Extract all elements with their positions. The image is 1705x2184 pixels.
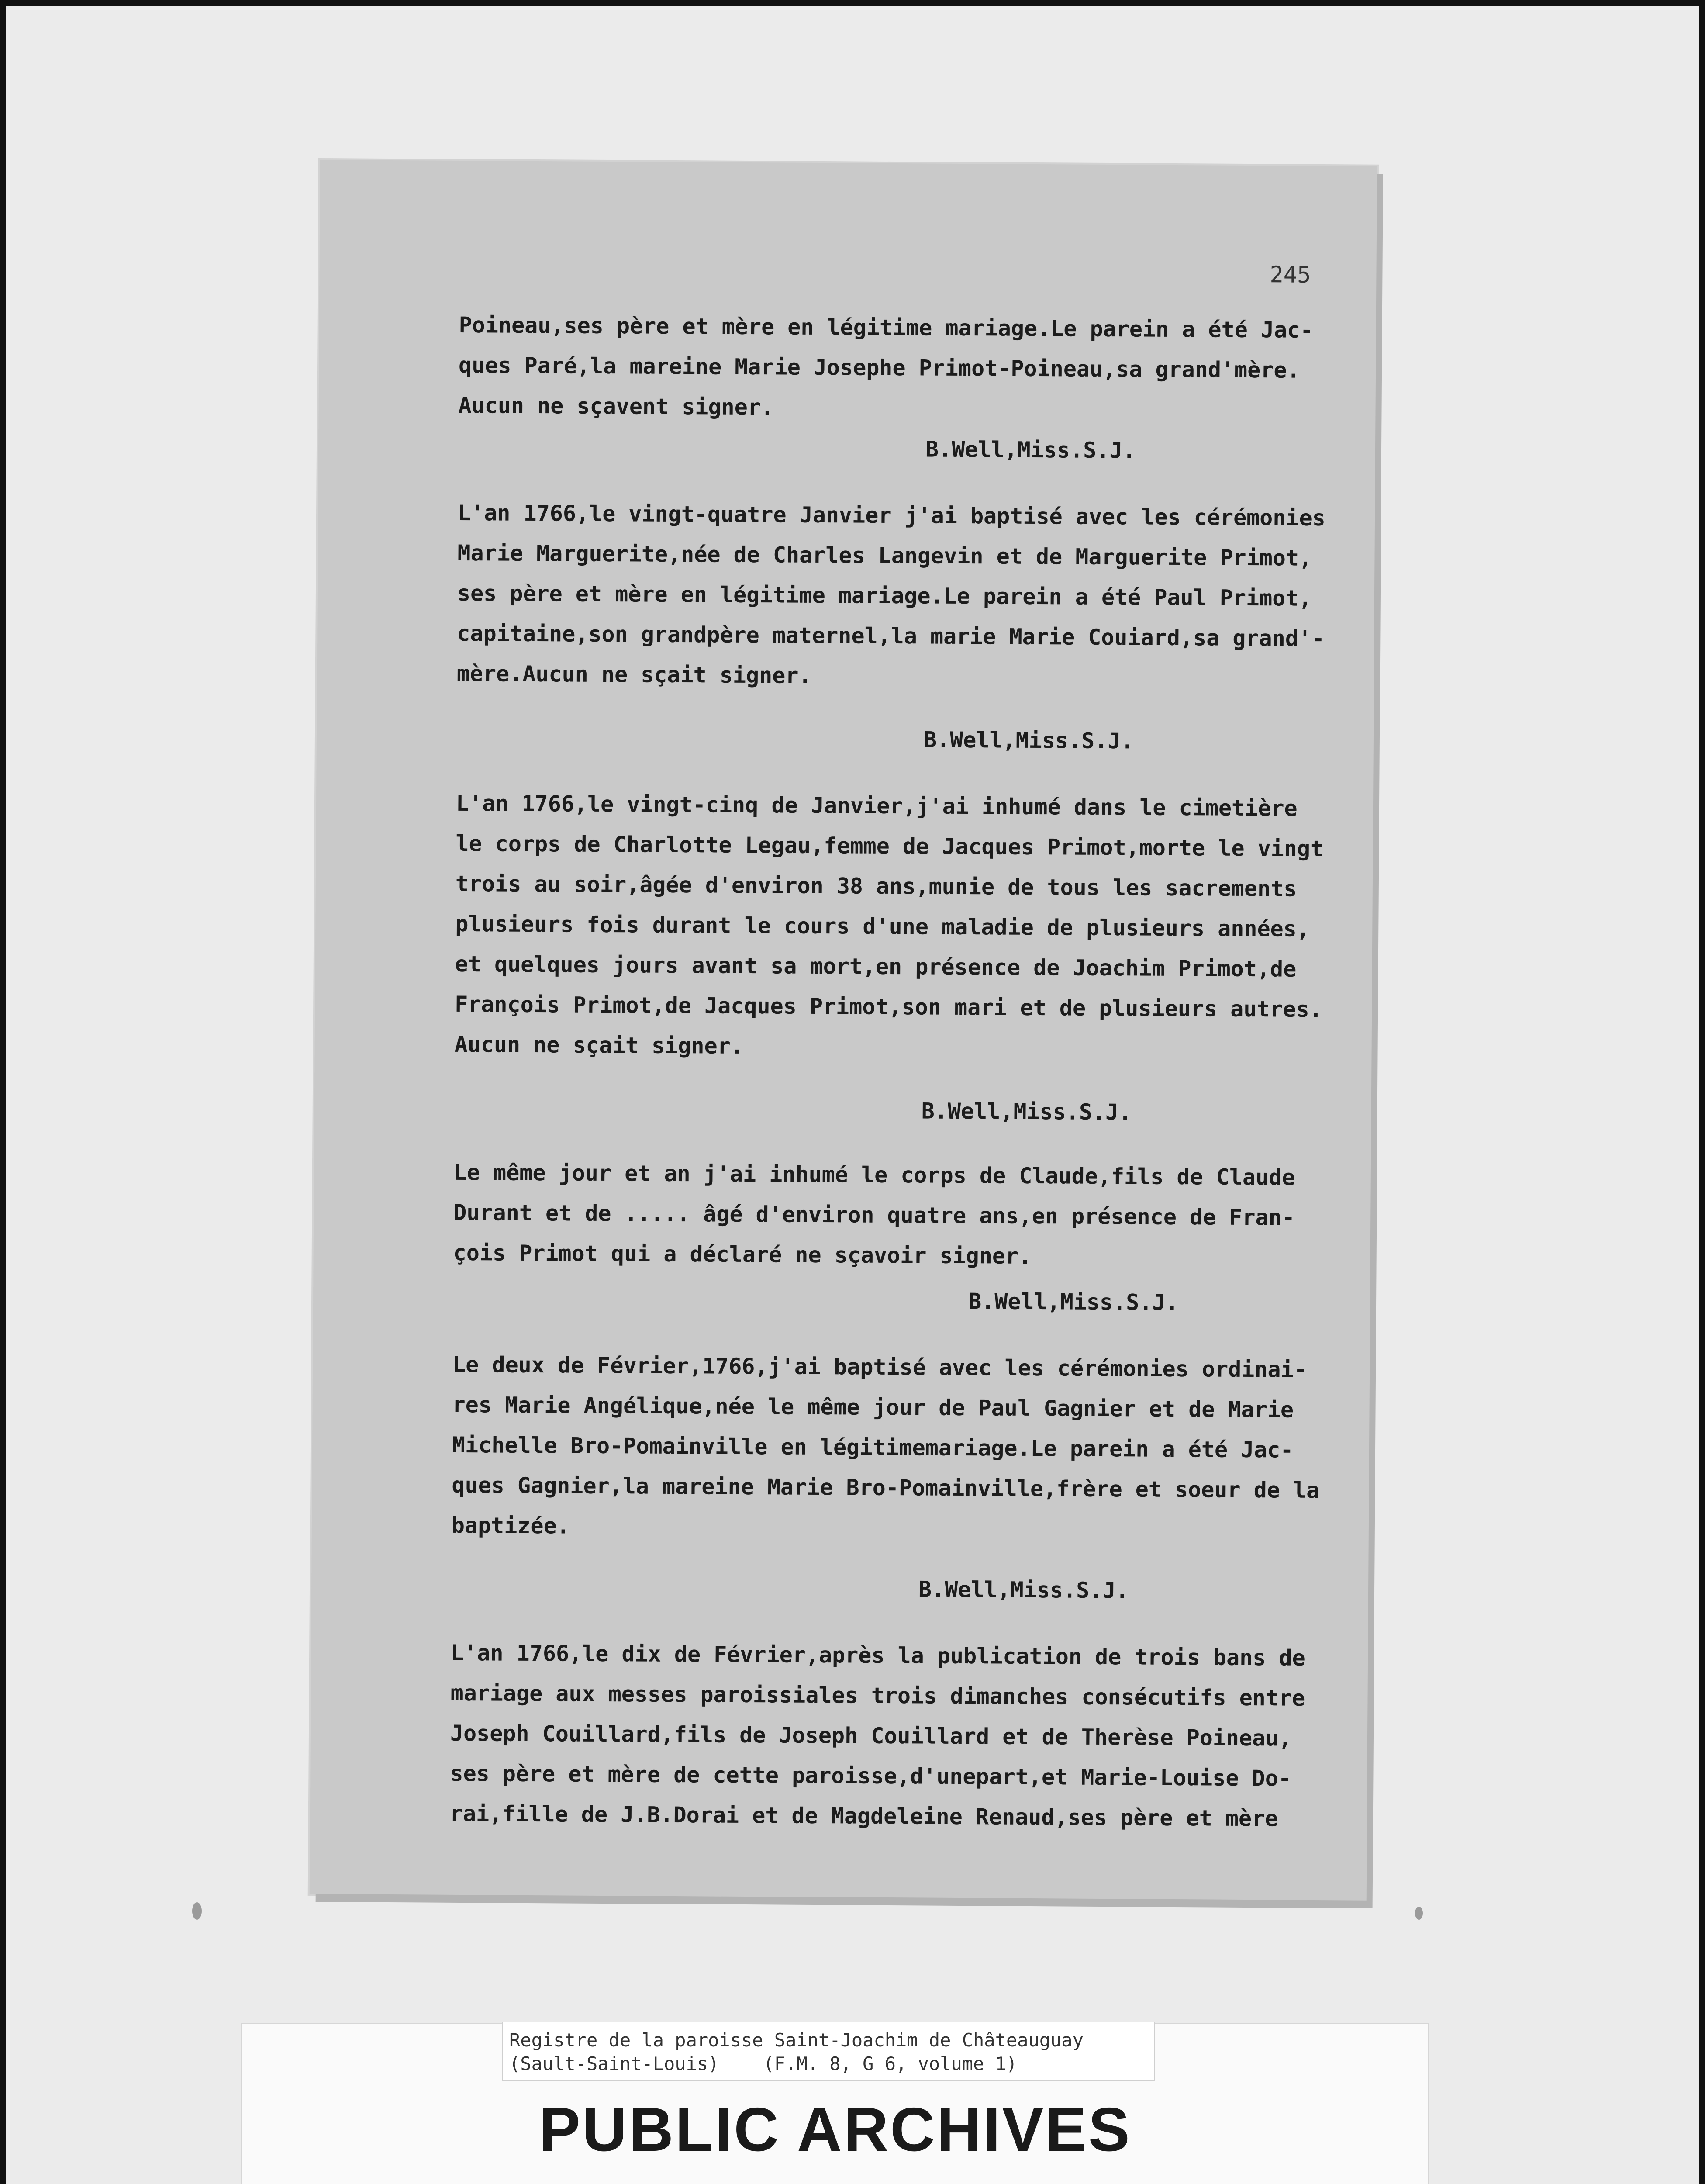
entry-line: Durant et de ..... âgé d'environ quatre ans,en présence de Fran- <box>453 1199 1295 1230</box>
entry-line: ses père et mère en légitime mariage.Le parein a été Paul Primot, <box>457 580 1312 611</box>
entry-line: plusieurs fois durant le cours d'une maladie de plusieurs années, <box>455 911 1310 942</box>
entry-line: Joseph Couillard,fils de Joseph Couillard et de Therèse Poineau, <box>450 1720 1292 1751</box>
entry-line: çois Primot qui a déclaré ne sçavoir signer. <box>453 1240 1032 1269</box>
entry-line: res Marie Angélique,née le même jour de Paul Gagnier et de Marie <box>452 1392 1294 1423</box>
register-entry <box>450 1633 1325 1839</box>
typed-register-page <box>310 160 1377 1901</box>
missionary-signature: B.Well,Miss.S.J. <box>968 1289 1179 1316</box>
entry-line: L'an 1766,le dix de Février,après la publication de trois bans de <box>450 1640 1305 1671</box>
entry-line: mariage aux messes paroissiales trois dimanches consécutifs entre <box>450 1680 1305 1711</box>
register-entry <box>454 783 1329 1070</box>
register-caption <box>502 2022 1155 2081</box>
missionary-signature: B.Well,Miss.S.J. <box>925 436 1136 463</box>
entry-line: L'an 1766,le vingt-cinq de Janvier,j'ai inhumé dans le cimetière <box>456 790 1298 821</box>
register-entry <box>453 1152 1327 1278</box>
entry-line: Michelle Bro-Pomainville en légitimemariage.Le parein a été Jac- <box>452 1432 1294 1463</box>
page-number: 245 <box>1270 262 1311 288</box>
entry-line: Poineau,ses père et mère en légitime mariage.Le parein a été Jac- <box>459 312 1314 343</box>
film-border-left <box>0 0 6 2184</box>
caption-register-title: Registre de la paroisse Saint-Joachim de Châteauguay <box>509 2029 1084 2051</box>
public-archives-heading: PUBLIC ARCHIVES <box>539 2095 1132 2164</box>
film-speck <box>1415 1907 1423 1920</box>
entry-line: et quelques jours avant sa mort,en présence de Joachim Primot,de <box>455 951 1297 982</box>
entry-line: ses père et mère de cette paroisse,d'unepart,et Marie-Louise Do- <box>450 1760 1292 1791</box>
film-border-top <box>0 0 1705 6</box>
entry-line: L'an 1766,le vingt-quatre Janvier j'ai baptisé avec les cérémonies <box>457 500 1325 531</box>
entry-line: le corps de Charlotte Legau,femme de Jacques Primot,morte le vingt <box>456 830 1324 862</box>
entry-line: capitaine,son grandpère maternel,la marie Marie Couiard,sa grand'- <box>457 620 1325 652</box>
entry-line: ques Paré,la mareine Marie Josephe Primot-Poineau,sa grand'mère. <box>458 352 1300 383</box>
register-entry <box>457 493 1332 699</box>
missionary-signature: B.Well,Miss.S.J. <box>921 1098 1132 1125</box>
entry-line: Aucun ne sçavent signer. <box>458 392 774 420</box>
register-entry <box>458 305 1332 431</box>
archive-label-card <box>242 2024 1428 2184</box>
caption-register-reference: (Sault-Saint-Louis) (F.M. 8, G 6, volume 1) <box>509 2053 1018 2074</box>
entry-line: ques Gagnier,la mareine Marie Bro-Pomainville,frère et soeur de la <box>452 1472 1320 1503</box>
entry-line: trois au soir,âgée d'environ 38 ans,munie de tous les sacrements <box>455 871 1297 902</box>
film-speck <box>192 1902 202 1920</box>
register-entry <box>452 1344 1326 1551</box>
entry-line: baptizée. <box>451 1512 570 1539</box>
entry-line: Marie Marguerite,née de Charles Langevin et de Marguerite Primot, <box>457 540 1312 571</box>
film-border-right <box>1699 0 1705 2184</box>
entry-line: mère.Aucun ne sçait signer. <box>456 660 812 688</box>
entry-line: Le deux de Février,1766,j'ai baptisé avec les cérémonies ordinai- <box>452 1351 1307 1382</box>
entry-line: rai,fille de J.B.Dorai et de Magdeleine Renaud,ses père et mère <box>449 1800 1278 1832</box>
missionary-signature: B.Well,Miss.S.J. <box>923 727 1134 754</box>
entry-line: Le même jour et an j'ai inhumé le corps de Claude,fils de Claude <box>453 1159 1295 1190</box>
entry-line: François Primot,de Jacques Primot,son mari et de plusieurs autres. <box>455 991 1323 1023</box>
entry-line: Aucun ne sçait signer. <box>454 1031 744 1059</box>
missionary-signature: B.Well,Miss.S.J. <box>918 1576 1129 1603</box>
